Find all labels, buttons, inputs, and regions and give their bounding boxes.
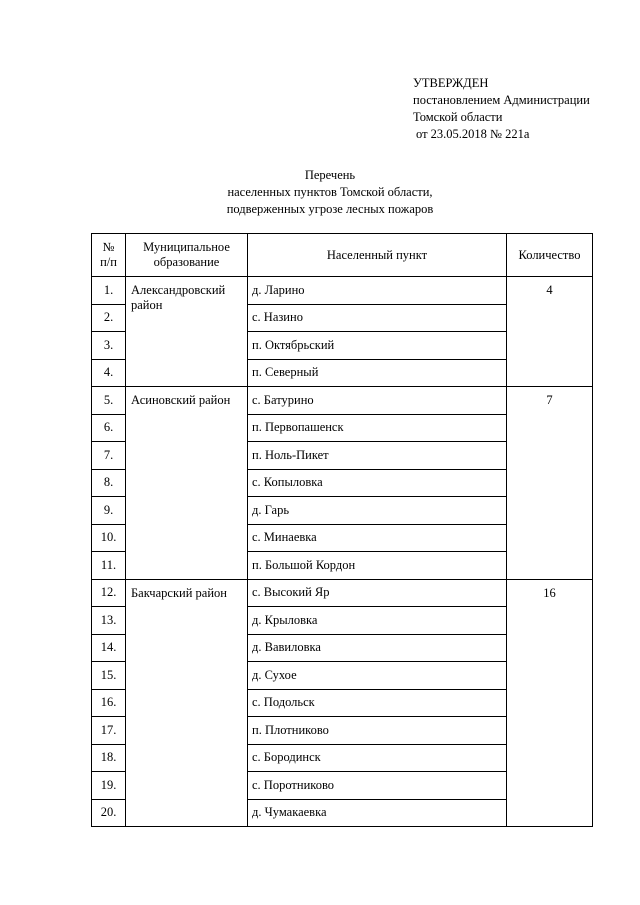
settlement-cell: с. Подольск [248, 689, 507, 717]
row-number: 3. [92, 332, 126, 360]
row-number: 16. [92, 689, 126, 717]
settlement-cell: п. Ноль-Пикет [248, 442, 507, 470]
title-line: населенных пунктов Томской области, [227, 185, 433, 199]
settlement-cell: с. Назино [248, 304, 507, 332]
settlement-cell: с. Копыловка [248, 469, 507, 497]
row-number: 20. [92, 799, 126, 827]
row-number: 4. [92, 359, 126, 387]
title-line: подверженных угрозе лесных пожаров [226, 202, 434, 216]
row-number: 1. [92, 277, 126, 305]
settlement-cell: п. Северный [248, 359, 507, 387]
settlement-cell: п. Октябрьский [248, 332, 507, 360]
approval-stamp [413, 75, 590, 143]
settlement-cell: п. Первопашенск [248, 414, 507, 442]
settlement-cell: д. Вавиловка [248, 634, 507, 662]
settlement-cell: с. Минаевка [248, 524, 507, 552]
settlement-cell: д. Гарь [248, 497, 507, 525]
count-cell: 16 [507, 579, 593, 827]
approval-line: постановлением Администрации [413, 93, 590, 107]
row-number: 12. [92, 579, 126, 607]
row-number: 14. [92, 634, 126, 662]
row-number: 15. [92, 662, 126, 690]
settlement-cell: п. Плотниково [248, 717, 507, 745]
approval-date: от 23.05.2018 № 221а [416, 127, 530, 141]
table-row [92, 277, 593, 305]
row-number: 18. [92, 744, 126, 772]
row-number: 9. [92, 497, 126, 525]
approval-line: Томской области [413, 110, 503, 124]
settlement-cell: д. Сухое [248, 662, 507, 690]
row-number: 6. [92, 414, 126, 442]
municipality-cell: Асиновский район [126, 387, 248, 580]
header-number: № п/п [92, 234, 126, 277]
table-row [92, 387, 593, 415]
row-number: 5. [92, 387, 126, 415]
count-cell: 7 [507, 387, 593, 580]
header-count: Количество [507, 234, 593, 277]
settlement-cell: д. Чумакаевка [248, 799, 507, 827]
settlement-cell: с. Высокий Яр [248, 579, 507, 607]
table-row [92, 579, 593, 607]
row-number: 17. [92, 717, 126, 745]
municipality-cell: Бакчарский район [126, 579, 248, 827]
settlement-cell: с. Поротниково [248, 772, 507, 800]
settlement-cell: п. Большой Кордон [248, 552, 507, 580]
row-number: 10. [92, 524, 126, 552]
document-title [180, 167, 480, 218]
title-line: Перечень [304, 168, 356, 182]
row-number: 11. [92, 552, 126, 580]
header-municipality: Муниципальное образование [126, 234, 248, 277]
header-settlement: Населенный пункт [248, 234, 507, 277]
row-number: 2. [92, 304, 126, 332]
settlement-cell: с. Батурино [248, 387, 507, 415]
municipality-cell: Александровский район [126, 277, 248, 387]
row-number: 13. [92, 607, 126, 635]
settlements-table [91, 233, 593, 827]
settlement-cell: д. Ларино [248, 277, 507, 305]
row-number: 7. [92, 442, 126, 470]
settlement-cell: с. Бородинск [248, 744, 507, 772]
count-cell: 4 [507, 277, 593, 387]
approval-line: УТВЕРЖДЕН [413, 76, 489, 90]
table-body [92, 277, 593, 827]
row-number: 19. [92, 772, 126, 800]
row-number: 8. [92, 469, 126, 497]
table-header-row [92, 234, 593, 277]
settlement-cell: д. Крыловка [248, 607, 507, 635]
